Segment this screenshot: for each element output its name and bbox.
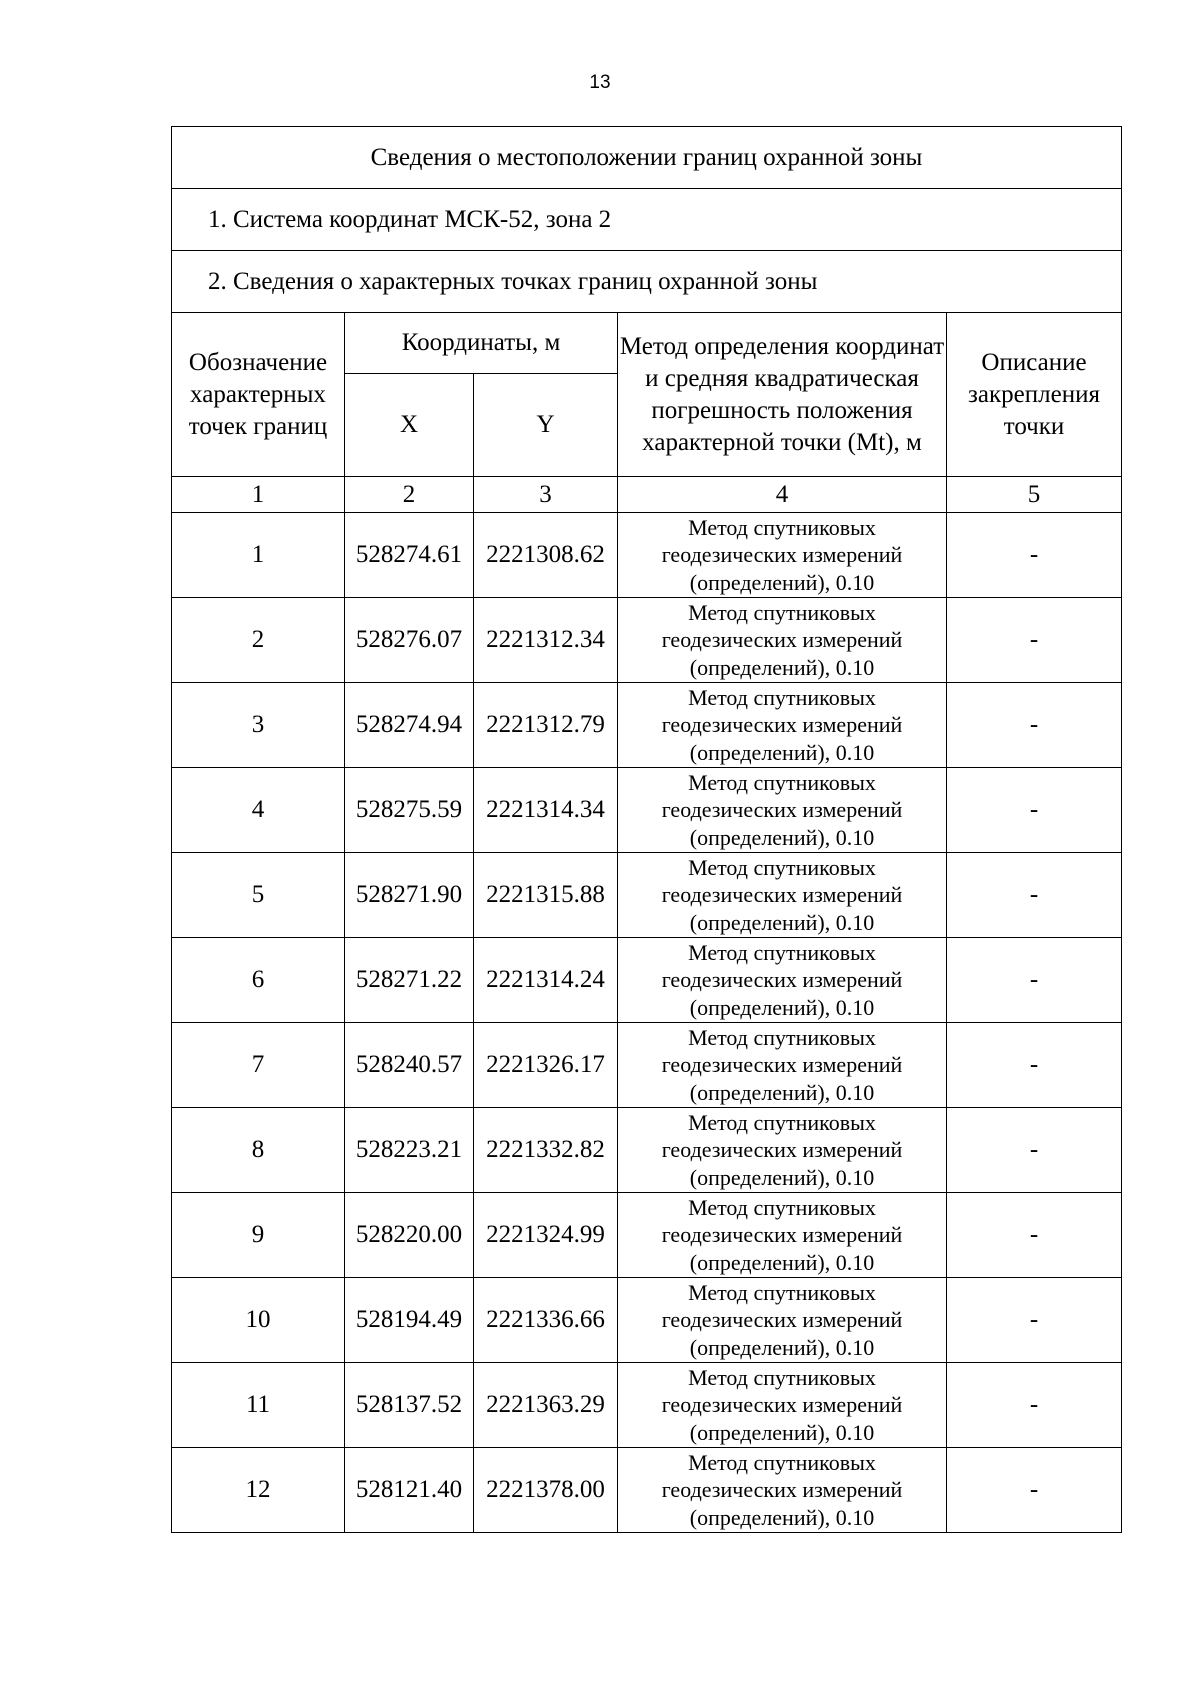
method-cell: Метод спутниковых геодезических измерений (определений), 0.10 <box>618 938 947 1023</box>
x-coordinate-cell: 528194.49 <box>345 1278 474 1363</box>
method-cell: Метод спутниковых геодезических измерений (определений), 0.10 <box>618 1023 947 1108</box>
x-coordinate-cell: 528275.59 <box>345 768 474 853</box>
method-cell: Метод спутниковых геодезических измерений (определений), 0.10 <box>618 683 947 768</box>
x-coordinate-cell: 528240.57 <box>345 1023 474 1108</box>
header-coordinates: Координаты, м <box>345 313 618 374</box>
column-number: 2 <box>345 477 474 513</box>
x-coordinate-cell: 528271.22 <box>345 938 474 1023</box>
document-title: Сведения о местоположении границ охранной зоны <box>172 127 1122 189</box>
table-row <box>172 1278 1122 1363</box>
table-row <box>172 1108 1122 1193</box>
point-number-cell: 12 <box>172 1448 345 1533</box>
boundary-points-table <box>171 126 1122 1533</box>
point-number-cell: 9 <box>172 1193 345 1278</box>
table-row <box>172 683 1122 768</box>
description-cell: - <box>947 768 1122 853</box>
column-number: 1 <box>172 477 345 513</box>
table-row <box>172 853 1122 938</box>
point-number-cell: 6 <box>172 938 345 1023</box>
column-number: 3 <box>474 477 618 513</box>
section2-row <box>172 251 1122 313</box>
method-cell: Метод спутниковых геодезических измерений (определений), 0.10 <box>618 1193 947 1278</box>
y-coordinate-cell: 2221312.34 <box>474 598 618 683</box>
table-row <box>172 768 1122 853</box>
point-number-cell: 4 <box>172 768 345 853</box>
point-number-cell: 2 <box>172 598 345 683</box>
method-cell: Метод спутниковых геодезических измерений (определений), 0.10 <box>618 1278 947 1363</box>
section1-row <box>172 189 1122 251</box>
header-method: Метод определения координат и средняя квадратическая погрешность положения характерной точки (Mt), м <box>618 313 947 477</box>
y-coordinate-cell: 2221332.82 <box>474 1108 618 1193</box>
y-coordinate-cell: 2221326.17 <box>474 1023 618 1108</box>
x-coordinate-cell: 528274.94 <box>345 683 474 768</box>
x-coordinate-cell: 528274.61 <box>345 513 474 598</box>
method-cell: Метод спутниковых геодезических измерений (определений), 0.10 <box>618 598 947 683</box>
y-coordinate-cell: 2221363.29 <box>474 1363 618 1448</box>
method-cell: Метод спутниковых геодезических измерений (определений), 0.10 <box>618 768 947 853</box>
description-cell: - <box>947 938 1122 1023</box>
method-cell: Метод спутниковых геодезических измерений (определений), 0.10 <box>618 1448 947 1533</box>
y-coordinate-cell: 2221308.62 <box>474 513 618 598</box>
y-coordinate-cell: 2221312.79 <box>474 683 618 768</box>
table-row <box>172 598 1122 683</box>
description-cell: - <box>947 1193 1122 1278</box>
points-section-heading: 2. Сведения о характерных точках границ охранной зоны <box>172 251 1122 313</box>
method-cell: Метод спутниковых геодезических измерений (определений), 0.10 <box>618 1363 947 1448</box>
description-cell: - <box>947 1278 1122 1363</box>
point-number-cell: 7 <box>172 1023 345 1108</box>
table-row <box>172 938 1122 1023</box>
y-coordinate-cell: 2221314.34 <box>474 768 618 853</box>
x-coordinate-cell: 528137.52 <box>345 1363 474 1448</box>
table-row <box>172 1193 1122 1278</box>
description-cell: - <box>947 1023 1122 1108</box>
table-row <box>172 1023 1122 1108</box>
point-number-cell: 1 <box>172 513 345 598</box>
point-number-cell: 11 <box>172 1363 345 1448</box>
point-number-cell: 3 <box>172 683 345 768</box>
y-coordinate-cell: 2221336.66 <box>474 1278 618 1363</box>
y-coordinate-cell: 2221324.99 <box>474 1193 618 1278</box>
page-number: 13 <box>589 72 611 93</box>
point-number-cell: 8 <box>172 1108 345 1193</box>
description-cell: - <box>947 853 1122 938</box>
header-designation: Обозначение характерных точек границ <box>172 313 345 477</box>
header-x: X <box>345 374 474 477</box>
x-coordinate-cell: 528276.07 <box>345 598 474 683</box>
x-coordinate-cell: 528271.90 <box>345 853 474 938</box>
method-cell: Метод спутниковых геодезических измерений (определений), 0.10 <box>618 853 947 938</box>
method-cell: Метод спутниковых геодезических измерений (определений), 0.10 <box>618 513 947 598</box>
table-row <box>172 1448 1122 1533</box>
description-cell: - <box>947 683 1122 768</box>
table-body <box>172 127 1122 1533</box>
header-row-1 <box>172 313 1122 374</box>
y-coordinate-cell: 2221378.00 <box>474 1448 618 1533</box>
description-cell: - <box>947 1448 1122 1533</box>
table-row <box>172 1363 1122 1448</box>
description-cell: - <box>947 513 1122 598</box>
x-coordinate-cell: 528220.00 <box>345 1193 474 1278</box>
point-number-cell: 10 <box>172 1278 345 1363</box>
description-cell: - <box>947 598 1122 683</box>
x-coordinate-cell: 528223.21 <box>345 1108 474 1193</box>
x-coordinate-cell: 528121.40 <box>345 1448 474 1533</box>
description-cell: - <box>947 1363 1122 1448</box>
description-cell: - <box>947 1108 1122 1193</box>
header-description: Описание закрепления точки <box>947 313 1122 477</box>
table-row <box>172 513 1122 598</box>
column-number-row <box>172 477 1122 513</box>
method-cell: Метод спутниковых геодезических измерений (определений), 0.10 <box>618 1108 947 1193</box>
header-y: Y <box>474 374 618 477</box>
y-coordinate-cell: 2221314.24 <box>474 938 618 1023</box>
point-number-cell: 5 <box>172 853 345 938</box>
column-number: 5 <box>947 477 1122 513</box>
coordinate-system-heading: 1. Система координат МСК-52, зона 2 <box>172 189 1122 251</box>
title-row <box>172 127 1122 189</box>
y-coordinate-cell: 2221315.88 <box>474 853 618 938</box>
column-number: 4 <box>618 477 947 513</box>
